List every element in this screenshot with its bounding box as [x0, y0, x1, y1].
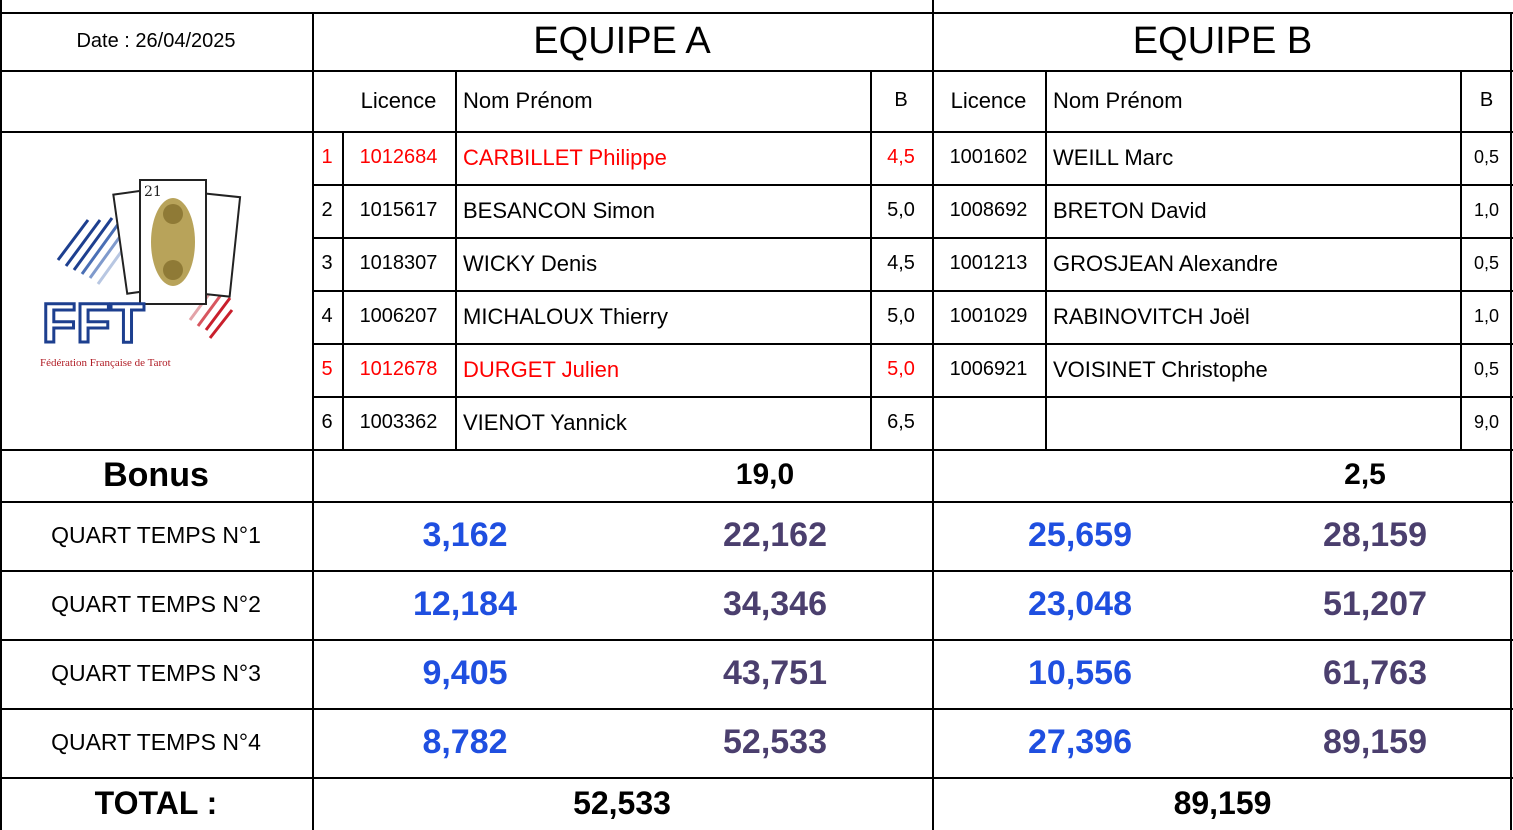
- player-bonus: 1,0: [1473, 306, 1500, 326]
- player-bonus: 9,0: [1473, 412, 1500, 432]
- grid-line: [870, 70, 872, 449]
- player-name: BRETON David: [1053, 197, 1207, 223]
- grid-line: [0, 777, 1513, 779]
- player-name: WICKY Denis: [463, 250, 598, 276]
- grid-line: [1460, 70, 1462, 449]
- grid-line: [932, 12, 934, 830]
- player-name: [1045, 396, 1460, 449]
- team-a-quarter-cumul: 34,346: [723, 585, 827, 623]
- player-bonus: 6,5: [887, 411, 915, 433]
- player-bonus: 5,0: [887, 305, 915, 327]
- team-b-quarter-cumul: 61,763: [1323, 654, 1427, 692]
- grid-line: [1510, 12, 1512, 830]
- player-name: GROSJEAN Alexandre: [1053, 250, 1278, 276]
- grid-line: [0, 501, 1513, 503]
- svg-text:FFT: FFT: [42, 291, 145, 354]
- team-b-total: 89,159: [1173, 785, 1272, 821]
- player-bonus: 0,5: [1473, 147, 1500, 167]
- player-name: RABINOVITCH Joël: [1053, 303, 1250, 329]
- team-b-quarter-score: 27,396: [1028, 723, 1132, 761]
- player-bonus: 0,5: [1473, 359, 1500, 379]
- player-name: BESANCON Simon: [463, 197, 655, 223]
- player-bonus: 0,5: [1473, 253, 1500, 273]
- quarter-label: QUART TEMPS N°2: [51, 591, 261, 617]
- svg-text:21: 21: [144, 184, 162, 200]
- grid-line: [0, 639, 1513, 641]
- player-name: WEILL Marc: [1053, 144, 1174, 170]
- player-name: MICHALOUX Thierry: [463, 303, 668, 329]
- player-bonus: 4,5: [887, 146, 915, 168]
- team-a-quarter-cumul: 52,533: [723, 723, 827, 761]
- player-licence: 1001213: [949, 252, 1028, 274]
- grid-line: [312, 396, 1513, 398]
- team-a-bonus-header: B: [894, 89, 908, 111]
- grid-line: [312, 237, 1513, 239]
- player-licence: [932, 396, 1045, 449]
- total-label: TOTAL :: [94, 785, 218, 821]
- player-licence: 1008692: [949, 199, 1028, 221]
- team-b-quarter-cumul: 51,207: [1323, 585, 1427, 623]
- player-bonus: 5,0: [887, 358, 915, 380]
- team-a-quarter-score: 9,405: [422, 654, 508, 692]
- player-licence: 1001029: [949, 305, 1028, 327]
- fft-letters: [42, 291, 145, 354]
- player-rank: 2: [321, 199, 333, 221]
- team-a-licence-header: Licence: [360, 87, 437, 113]
- bonus-label: Bonus: [103, 455, 209, 494]
- player-licence: 1015617: [359, 199, 438, 221]
- team-a-quarter-score: 8,782: [422, 723, 508, 761]
- player-licence: 1006921: [949, 358, 1028, 380]
- team-b-licence-header: Licence: [950, 87, 1027, 113]
- team-a-quarter-cumul: 22,162: [723, 516, 827, 554]
- team-b-bonus-header: B: [1479, 89, 1494, 111]
- team-a-total: 52,533: [573, 785, 671, 821]
- quarter-label: QUART TEMPS N°4: [51, 729, 261, 755]
- player-rank: 3: [321, 252, 333, 274]
- grid-line: [312, 290, 1513, 292]
- grid-line: [312, 184, 1513, 186]
- player-name: VIENOT Yannick: [463, 409, 627, 435]
- team-b-quarter-score: 25,659: [1028, 516, 1132, 554]
- player-licence: 1003362: [359, 411, 438, 433]
- grid-line: [0, 449, 1513, 451]
- grid-line: [312, 343, 1513, 345]
- team-b-name-header: Nom Prénom: [1053, 87, 1183, 113]
- grid-line: [0, 12, 1513, 14]
- team-b-quarter-cumul: 28,159: [1323, 516, 1427, 554]
- grid-line: [312, 12, 314, 830]
- team-b-quarter-score: 10,556: [1028, 654, 1132, 692]
- player-rank: 4: [321, 305, 333, 327]
- team-a-quarter-score: 12,184: [413, 585, 517, 623]
- player-licence: 1006207: [359, 305, 438, 327]
- grid-line: [932, 0, 934, 12]
- grid-line: [0, 708, 1513, 710]
- player-licence: 1012678: [359, 358, 438, 380]
- player-licence: 1012684: [359, 146, 438, 168]
- player-name: DURGET Julien: [463, 356, 620, 382]
- team-b-title: EQUIPE B: [1132, 19, 1313, 62]
- grid-line: [0, 0, 2, 830]
- player-name: VOISINET Christophe: [1053, 356, 1268, 382]
- player-rank: 6: [321, 411, 333, 433]
- grid-line: [0, 570, 1513, 572]
- team-b-bonus-total: 2,5: [1344, 458, 1386, 491]
- team-a-bonus-total: 19,0: [735, 458, 795, 491]
- player-licence: 1001602: [949, 146, 1028, 168]
- team-a-name-header: Nom Prénom: [463, 87, 593, 113]
- player-bonus: 5,0: [887, 199, 915, 221]
- quarter-label: QUART TEMPS N°3: [51, 660, 261, 686]
- player-rank: 1: [321, 146, 333, 168]
- fft-logo: [40, 170, 280, 380]
- team-b-quarter-cumul: 89,159: [1323, 723, 1427, 761]
- grid-line: [0, 131, 1513, 133]
- player-licence: 1018307: [359, 252, 438, 274]
- team-b-quarter-score: 23,048: [1028, 585, 1132, 623]
- player-name: CARBILLET Philippe: [463, 144, 667, 170]
- team-a-title: EQUIPE A: [533, 19, 711, 62]
- player-bonus: 1,0: [1473, 200, 1500, 220]
- grid-line: [1045, 70, 1047, 449]
- tarot-cards-icon: [113, 180, 240, 304]
- team-a-quarter-score: 3,162: [422, 516, 508, 554]
- player-rank: 5: [321, 358, 333, 380]
- grid-line: [0, 70, 1513, 72]
- team-a-quarter-cumul: 43,751: [723, 654, 827, 692]
- grid-line: [342, 131, 344, 449]
- quarter-label: QUART TEMPS N°1: [51, 522, 261, 548]
- grid-line: [455, 70, 457, 449]
- player-bonus: 4,5: [887, 252, 915, 274]
- date-label: Date : 26/04/2025: [76, 29, 236, 52]
- svg-text:Fédération Française de Tarot: Fédération Française de Tarot: [40, 357, 171, 369]
